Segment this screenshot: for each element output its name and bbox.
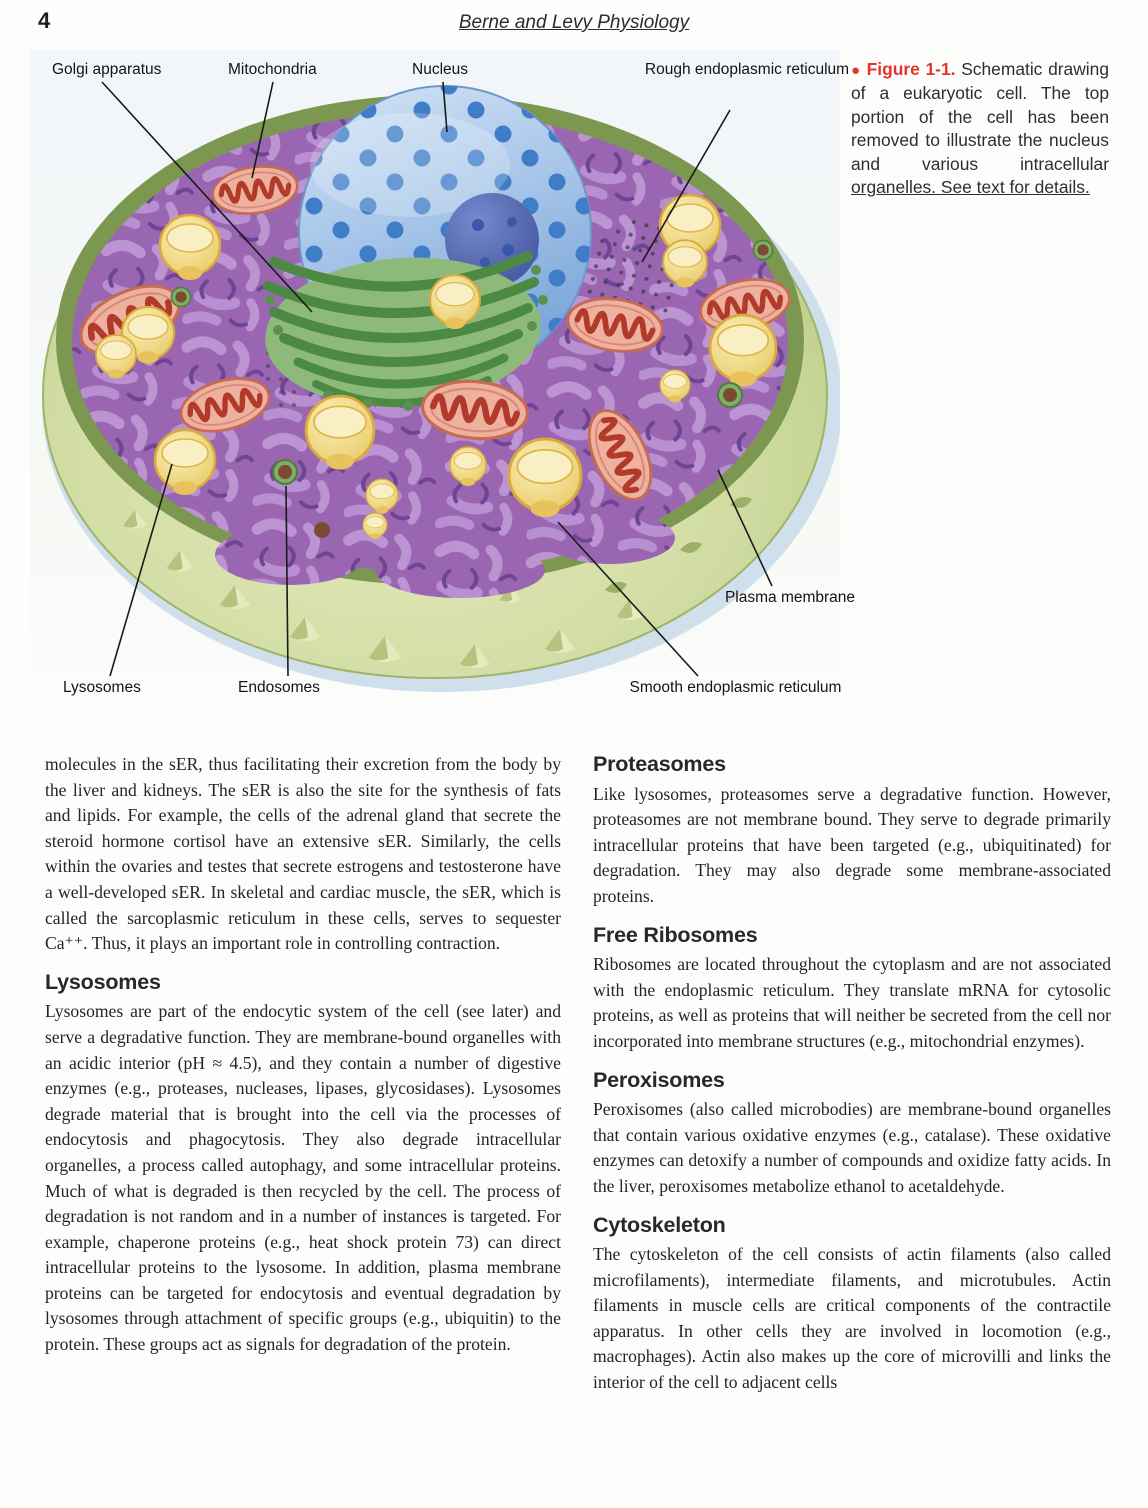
label-endosomes: Endosomes bbox=[238, 679, 320, 696]
paragraph-ser-continued: molecules in the sER, thus facilitating their excretion from the body by the liver and kidneys. The sER is also the site for the synthesis of fats and lipids. For example, the cells of the adrenal gland that secrete the steroid hormone cortisol have an extensive sER. Similarly, the cells within the ovaries and testes that secrete estrogens and testosterone have a well-developed sER. In skeletal and cardiac muscle, the sER, which is called the sarcoplasmic reticulum in these cells, serves to sequester Ca⁺⁺. Thus, it plays an important role in controlling contraction. bbox=[45, 754, 561, 954]
label-nucleus: Nucleus bbox=[412, 61, 468, 78]
section-proteasomes bbox=[593, 752, 1111, 910]
cell-illustration bbox=[30, 50, 840, 742]
label-lysosomes: Lysosomes bbox=[63, 679, 141, 696]
left-column bbox=[45, 752, 561, 1358]
figure-caption-body: Schematic drawing of a eukaryotic cell. The top portion of the cell has been removed to illustrate the nucleus and various intracellular bbox=[851, 59, 1109, 174]
label-plasma-membrane: Plasma membrane bbox=[724, 589, 856, 606]
page-number: 4 bbox=[38, 8, 51, 33]
section-heading: Free Ribosomes bbox=[593, 922, 758, 947]
section-heading: Lysosomes bbox=[45, 969, 161, 994]
section-peroxisomes bbox=[593, 1068, 1111, 1200]
label-mitochondria: Mitochondria bbox=[228, 61, 317, 78]
paragraph: Lysosomes are part of the endocytic system of the cell (see later) and serve a degradative function. They are membrane-bound organelles with an acidic interior (pH ≈ 4.5), and they contain a number of digestive enzymes (e.g., proteases, nucleases, lipases, glycosidases). Lysosomes degrade material that is brought into the cell via the processes of endocytosis and phagocytosis. They also degrade intracellular organelles, a process called autophagy, and some intracellular proteins. Much of what is degraded is then recycled by the cell. The process of degradation is not random and in a number of instances is targeted. For example, chaperone proteins (e.g., heat shock protein 73) can direct intracellular proteins to the lysosome. In addition, plasma membrane proteins can be targeted for endocytosis and eventual degradation by lysosomes through attachment of specific groups (e.g., ubiquitin) to the protein. These groups act as signals for degradation of the protein. bbox=[45, 1001, 561, 1355]
figure-bullet-icon: ● bbox=[851, 62, 861, 79]
paragraph: Ribosomes are located throughout the cytoplasm and are not associated with the endoplasmic reticulum. They translate mRNA for cytosolic proteins, as well as proteins that will neither be secreted from the cell nor incorporated into membrane structures (e.g., mitochondrial enzymes). bbox=[593, 954, 1111, 1051]
paragraph: Peroxisomes (also called microbodies) are membrane-bound organelles that contain various oxidative enzymes (e.g., catalase). These oxidative enzymes can detoxify a number of compounds and oxidize fatty acids. In the liver, peroxisomes metabolize ethanol to acetaldehyde. bbox=[593, 1099, 1111, 1196]
section-cytoskeleton bbox=[593, 1213, 1111, 1396]
figure-1-1 bbox=[30, 50, 856, 742]
right-column bbox=[593, 752, 1111, 1396]
label-rough-er: Rough endoplasmic reticulum bbox=[644, 61, 850, 78]
figure-caption-underlined: organelles. See text for details. bbox=[851, 177, 1090, 198]
figure-caption-label: Figure 1-1. bbox=[866, 59, 956, 79]
label-golgi-apparatus: Golgi apparatus bbox=[52, 61, 162, 78]
label-smooth-er: Smooth endoplasmic reticulum bbox=[629, 679, 842, 696]
section-heading: Proteasomes bbox=[593, 752, 726, 776]
section-lysosomes bbox=[45, 970, 561, 1358]
section-free-ribosomes bbox=[593, 923, 1111, 1055]
paragraph: The cytoskeleton of the cell consists of actin filaments (also called microfilaments), intermediate filaments, and microtubules. Actin filaments in muscle cells are critical components of the contractile apparatus. In other cells they are involved in locomotion (e.g., macrophages). Actin also makes up the core of microvilli and links the interior of the cell to adjacent cells bbox=[593, 1244, 1111, 1393]
figure-caption bbox=[851, 58, 1109, 199]
section-heading: Cytoskeleton bbox=[593, 1212, 726, 1237]
section-heading: Peroxisomes bbox=[593, 1067, 725, 1092]
paragraph: Like lysosomes, proteasomes serve a degradative function. However, proteasomes are not membrane bound. They serve to degrade primarily intracellular proteins that have been targeted (e.g., ubiquitinated) for degradation. They may also degrade some membrane-associated proteins. bbox=[593, 783, 1111, 906]
running-head: Berne and Levy Physiology bbox=[458, 12, 690, 33]
